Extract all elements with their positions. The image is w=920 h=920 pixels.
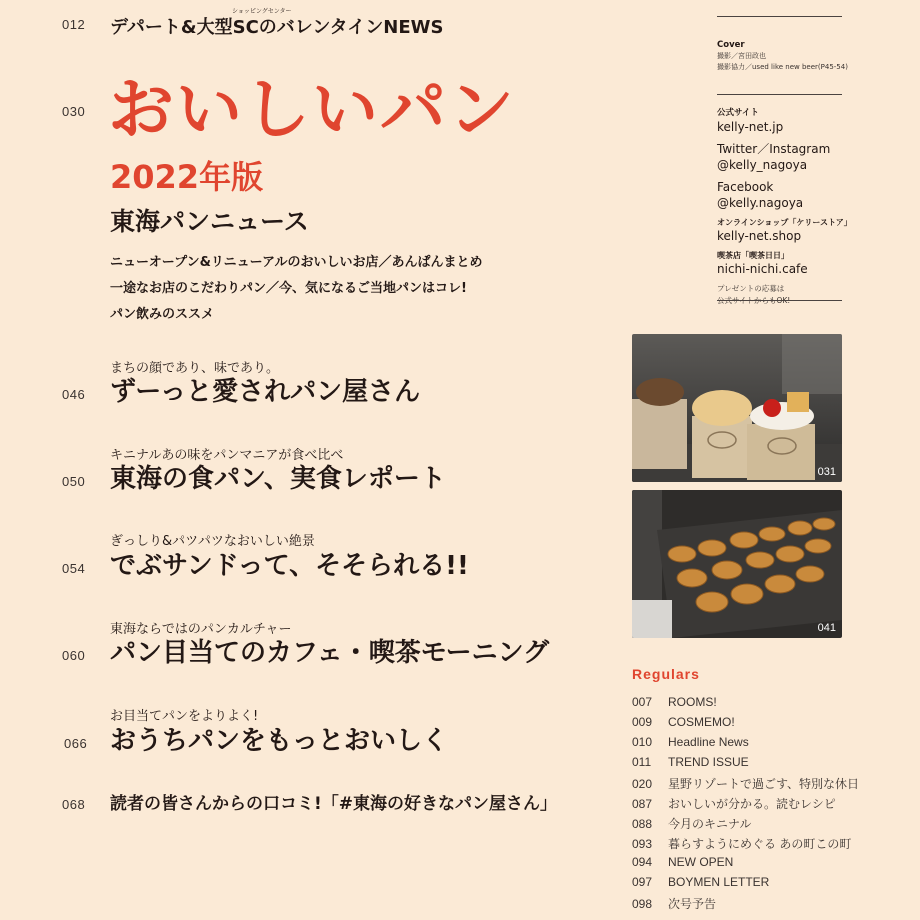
- regular-item[interactable]: [632, 695, 717, 709]
- feature-edition: 2022年版: [110, 158, 264, 196]
- cover-label: Cover: [717, 40, 745, 50]
- regular-page: 097: [632, 875, 653, 889]
- info-link[interactable]: kelly-net.shop: [717, 229, 802, 243]
- regular-page: 087: [632, 797, 653, 811]
- regular-page: 010: [632, 735, 653, 749]
- regular-item[interactable]: [632, 735, 749, 749]
- regular-title: 暮らすようにめぐる あの町この町: [668, 837, 852, 851]
- cover-cooperation: 撮影協力／used like new beer(P45-54): [717, 63, 848, 71]
- page-number: 068: [62, 797, 86, 812]
- photo-page-number: 041: [817, 622, 836, 634]
- article-subtitle: 東海ならではのパンカルチャー: [110, 622, 292, 637]
- article-title[interactable]: でぶサンドって、そそられる!!: [110, 551, 469, 581]
- regular-page: 098: [632, 897, 653, 911]
- article-title[interactable]: 読者の皆さんからの口コミ!「#東海の好きなパン屋さん」: [110, 794, 557, 814]
- regulars-heading: Regulars: [632, 666, 700, 682]
- ruby-text: ショッピングセンター: [232, 8, 292, 15]
- divider: [717, 300, 842, 301]
- article-subtitle: キニナルあの味をパンマニアが食べ比べ: [110, 448, 344, 463]
- photo-page-number: 031: [817, 466, 836, 478]
- croissant-tray-photo[interactable]: [632, 490, 842, 638]
- regular-item[interactable]: [632, 815, 751, 832]
- divider: [717, 16, 842, 17]
- info-label: 喫茶店「喫茶日日」: [717, 251, 789, 260]
- regular-item[interactable]: [632, 715, 735, 729]
- regular-page: 020: [632, 777, 653, 791]
- regular-title: BOYMEN LETTER: [668, 875, 770, 889]
- regular-title: おいしいが分かる。読むレシピ: [668, 797, 836, 811]
- article-subtitle: まちの顔であり、味であり。: [110, 361, 280, 376]
- info-link[interactable]: nichi-nichi.cafe: [717, 262, 808, 276]
- regular-page: 088: [632, 817, 653, 831]
- feature-line: パン飲みのススメ: [110, 307, 215, 322]
- info-item: [717, 141, 857, 173]
- info-label: Facebook: [717, 180, 774, 194]
- bread-cubes-photo[interactable]: [632, 334, 842, 482]
- feature-lines: [110, 250, 482, 328]
- page-number: 060: [62, 648, 86, 663]
- regular-item[interactable]: [632, 895, 716, 912]
- regular-item[interactable]: [632, 835, 851, 852]
- divider: [717, 94, 842, 95]
- feature-line: 一途なお店のこだわりパン／今、気になるご当地パンはコレ!: [110, 281, 467, 296]
- article-title[interactable]: 東海の食パン、実食レポート: [110, 464, 446, 494]
- present-note-line: プレゼントの応募は: [717, 284, 785, 293]
- regular-item[interactable]: [632, 875, 769, 889]
- info-item: [717, 179, 857, 211]
- regular-page: 011: [632, 755, 652, 769]
- regular-item[interactable]: [632, 755, 749, 769]
- article-title[interactable]: パン目当てのカフェ・喫茶モーニング: [110, 638, 550, 668]
- regular-page: 007: [632, 695, 653, 709]
- feature-line: ニューオープン&リニューアルのおいしいお店／あんぱんまとめ: [110, 255, 483, 270]
- page-number: 012: [62, 17, 86, 32]
- page-number: 066: [64, 736, 88, 751]
- info-item: [717, 108, 857, 135]
- regular-title: COSMEMO!: [668, 715, 735, 729]
- regular-page: 094: [632, 855, 653, 869]
- info-link[interactable]: kelly-net.jp: [717, 120, 784, 134]
- page-number: 030: [62, 104, 86, 119]
- info-item: [717, 250, 857, 277]
- article-subtitle: お目当てパンをよりよく!: [110, 709, 259, 724]
- regular-title: NEW OPEN: [668, 855, 734, 869]
- info-label: 公式サイト: [717, 108, 759, 118]
- info-label: Twitter／Instagram: [717, 142, 831, 156]
- page-number: 054: [62, 561, 86, 576]
- regular-page: 009: [632, 715, 653, 729]
- regular-item[interactable]: [632, 855, 733, 869]
- regular-title: 星野リゾートで過ごす、特別な休日: [668, 777, 860, 791]
- article-title[interactable]: ずーっと愛されパン屋さん: [110, 377, 421, 407]
- article-subtitle: ぎっしり&パツパツなおいしい絶景: [110, 534, 315, 549]
- page-number: 050: [62, 474, 86, 489]
- present-note-line: 公式サイトからもOK!: [717, 296, 791, 305]
- regular-item[interactable]: [632, 775, 859, 792]
- info-label: オンラインショップ「ケリーストア」: [717, 218, 852, 227]
- cover-photographer: 撮影／宮田政也: [717, 52, 766, 60]
- regular-title: ROOMS!: [668, 695, 717, 709]
- info-list: [717, 108, 857, 307]
- regular-title: 次号予告: [668, 897, 717, 911]
- regular-title: TREND ISSUE: [668, 755, 749, 769]
- page-number: 046: [62, 387, 86, 402]
- regular-title: Headline News: [668, 735, 749, 749]
- info-link[interactable]: @kelly.nagoya: [717, 196, 804, 210]
- feature-title[interactable]: おいしいパン: [108, 71, 516, 148]
- info-link[interactable]: @kelly_nagoya: [717, 158, 808, 172]
- top-article-title[interactable]: デパート&大型SCのバレンタインNEWS: [110, 17, 444, 38]
- feature-section: 東海パンニュース: [110, 207, 309, 236]
- regular-title: 今月のキニナル: [668, 817, 752, 831]
- article-title[interactable]: おうちパンをもっとおいしく: [110, 726, 449, 756]
- cover-credit: [717, 40, 848, 73]
- info-item: [717, 217, 857, 244]
- regular-page: 093: [632, 837, 653, 851]
- regular-item[interactable]: [632, 795, 836, 812]
